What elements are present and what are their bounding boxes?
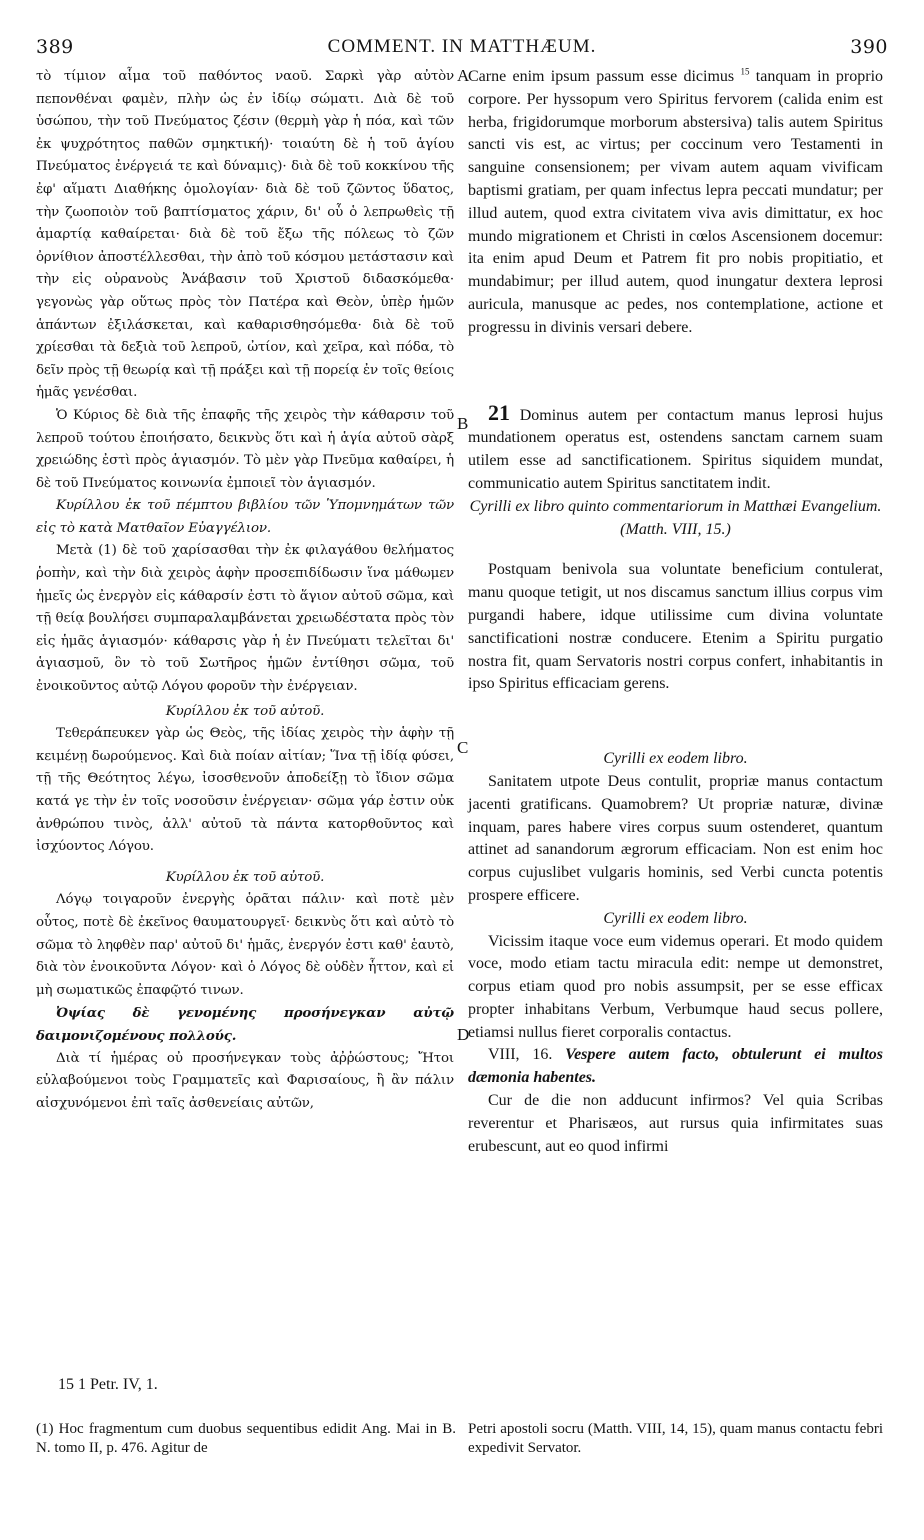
page-number-left: 389 (36, 36, 74, 58)
greek-section-heading: Κυρίλλου ἐκ τοῦ αὐτοῦ. (165, 703, 325, 719)
margin-letter-b: B (457, 414, 469, 433)
latin-paragraph (468, 66, 883, 340)
greek-section-heading: Κυρίλλου ἐκ τοῦ αὐτοῦ. (165, 869, 325, 885)
margin-letter-c: C (457, 738, 469, 757)
latin-text: tanquam in proprio corpore. Per hyssopum vero Spiritus fervorem (calida enim est herba, frigidorumque morborum abstersiva) talis autem Spiritus sancti vis est, ac virtus; per coccinum vero Testamenti in sanguine consensionem; per vivam autem aquam vivificam baptismi gratiam, per quam infectus lepra peccati mundatur; per illud autem, quod extra civitatem viva avis dimittatur, ex hoc mundo migrationem et Christi in cœlos Ascensionem docemur: ita enim apud Deum et Patrem fit pro nobis propitiatio, et mundabimur; per illud autem, quod inungatur dextera leprosi auricula, manusque ac pedes, nos contemplatione, actione et progressu in divinis versari debere. (468, 68, 884, 336)
latin-heading-text: Cyrilli ex libro quinto commentariorum in Matthæi Evangelium. (469, 497, 882, 515)
greek-paragraph: Μετὰ (1) δὲ τοῦ χαρίσασθαι τὴν ἐκ φιλαγάθου θελήματος ῥοπὴν, καὶ τὴν διὰ χειρὸς ἁφὴν προσεπιδίδωσιν ἵνα μάθωμεν ἡμεῖς ὡς ἐνεργὸν εἰς κάθαρσίν ἐστι τὸ ἅγιον αὐτοῦ σῶμα, καὶ τῇ θείᾳ βουλήσει συμπαραλαμβάνεται χρειωδέστατα πρὸς τὸν εἰς ἡμᾶς ἁγιασμόν· κάθαρσις γὰρ ἡ ἐν Πνεύματι τελεῖται δι' ἁγιασμοῦ, ὃν τὸ τοῦ Σωτῆρος ἡμῶν ἐντίθησι σῶμα, τοῦ ἐνοικοῦντος αὐτῷ Λόγου φοροῦν τὴν ἐνέργειαν. (36, 543, 454, 695)
footnote-left: (1) Hoc fragmentum cum duobus sequentibus edidit Ang. Mai in B. N. tomo II, p. 476. Agitur de (36, 1421, 456, 1456)
latin-column (468, 66, 883, 1158)
section-number: 21 (488, 399, 510, 425)
running-title: COMMENT. IN MATTHÆUM. (327, 36, 597, 57)
greek-paragraph: Ὁ Κύριος δὲ διὰ τῆς ἐπαφῆς τῆς χειρὸς τὴν κάθαρσιν τοῦ λεπροῦ τούτου ἐποιήσατο, δεικνὺς ὅτι καὶ ἡ ἁγία αὐτοῦ σὰρξ χρειώδης ἐστὶ πρὸς ἁγιασμόν. Τὸ μὲν γὰρ Πνεῦμα καθαίρει, ἡ δὲ τοῦ Πνεύματος κοινωνία ἐμποιεῖ τὸν ἁγιασμόν. (36, 407, 454, 491)
footnote-right: Petri apostoli socru (Matth. VIII, 14, 15), quam manus contactu febri expedivit Servator. (468, 1421, 883, 1456)
greek-paragraph: Τεθεράπευκεν γὰρ ὡς Θεὸς, τῆς ἰδίας χειρὸς τὴν ἁφὴν τῇ κειμένῃ δωρούμενος. Καὶ διὰ ποίαν αἰτίαν; Ἵνα τῇ ἰδίᾳ φύσει, τῇ τῆς Θεότητος λέγω, ἰσοσθενοῦν ἀποδείξῃ τὸ ἴδιον σῶμα κατά γε τὴν ἐν τοῖς νοσοῦσιν ἐνέργειαν· σῶμα γάρ ἐστιν οὐκ ἀνθρώπου τινὸς, ἀλλ' αὐτοῦ τὰ πάντα κατορθοῦντος καὶ ἰσχύοντος Λόγου. (36, 726, 454, 855)
footnote: 15 1 Petr. IV, 1. (58, 1376, 158, 1393)
greek-section-heading: Κυρίλλου ἐκ τοῦ πέμπτου βιβλίου τῶν Ὑπομνημάτων τῶν εἰς τὸ κατὰ Ματθαῖον Εὐαγγέλιον. (36, 498, 454, 536)
latin-section-heading (468, 496, 883, 542)
greek-paragraph: τὸ τίμιον αἷμα τοῦ παθόντος ναοῦ. Σαρκὶ γὰρ αὐτὸν πεπονθέναι φαμὲν, πλὴν ὡς ἐν ἰδίῳ σώματι. Διὰ δὲ τοῦ ὑσώπου, τὴν τοῦ Πνεύματος ζέσιν (θερμὴ γὰρ ἡ πόα, καὶ τῶν ἐκ ψυχρότητος παθῶν σμηκτική)· τοιαύτη δὲ ἡ τοῦ ἁγίου Πνεύματος ἐνέργειά τε καὶ δύναμις)· διὰ δὲ τοῦ κοκκίνου τῆς ἐφ' αἵματι Διαθήκης ὁμολογίαν· διὰ δὲ τοῦ ζῶντος ὕδατος, τὴν ζωοποιὸν τοῦ βαπτίσματος χάριν, δι' οὗ ὁ λεπρωθεὶς τῇ ἁμαρτίᾳ καθαίρεται· διὰ δὲ τοῦ ἔξω τῆς πόλεως τὸ ζῶν ὀρνίθιον ἀποστέλλεσθαι, τὴν ἀπὸ τοῦ κόσμου μετάστασιν καὶ τὴν εἰς οὐρανοὺς Ἀνάβασιν τοῦ Χριστοῦ διδασκόμεθα· γεγονὼς γὰρ οὕτως πρὸς τὸν Πατέρα καὶ Θεὸν, ὑπὲρ ἡμῶν ἁπάντων ἐξιλάσκεται, καὶ καθαρισθησόμεθα· διὰ δὲ τοῦ χρίεσθαι τὰ δεξιὰ τοῦ λεπροῦ, ὠτίον, καὶ χεῖρα, καὶ πόδα, τὸ δεῖν πρὸς τῇ θεωρίᾳ καὶ τῇ πράξει καὶ τῇ πορείᾳ ἐν τοῖς θείοις ἡμᾶς γενέσθαι. (36, 69, 454, 401)
margin-letter-d: D (457, 1025, 470, 1044)
greek-column (36, 66, 454, 1115)
latin-paragraph: Sanitatem utpote Deus contulit, propriæ manus contactum jacenti gratificans. Quamobrem? Ut propriæ naturæ, divinæ inquam, pares habere vires corpus suum ostenderet, quantum attinet ad sanandorum ægrorum efficaciam. Non est enim hoc corpus cujuslibet vulgaris hominis, sed Verbi cuncta potentis prospere efficere. (468, 772, 883, 904)
scripture-reference: VIII, 16. (488, 1046, 553, 1064)
latin-lemma (468, 1044, 883, 1090)
margin-letter-a: A (457, 66, 470, 85)
footnote-reference: 15 (740, 66, 750, 77)
greek-lemma: Ὀψίας δὲ γενομένης προσήνεγκαν αὐτῷ δαιμονιζομένους πολλούς. (36, 1005, 454, 1044)
greek-paragraph: Διὰ τί ἡμέρας οὐ προσήνεγκαν τοὺς ἀῤῥώστους; Ἤτοι εὐλαβούμενοι τοὺς Γραμματεῖς καὶ Φαρισαίους, ἢ ἂν πάλιν αἰσχυνόμενοι ἐπὶ ταῖς ἀσθενείαις αὐτῶν, (36, 1050, 454, 1111)
latin-text: Dominus autem per contactum manus leprosi hujus mundationem operatus est, ostendens sanctam carnem suam utilem esse ad sanctificationem. Spiritus siquidem mundat, communicatio autem Spiritus sanctitatem indit. (468, 406, 883, 492)
latin-text: Carne enim ipsum passum esse dicimus (468, 68, 735, 85)
greek-paragraph: Λόγῳ τοιγαροῦν ἐνεργὴς ὁρᾶται πάλιν· καὶ ποτὲ μὲν οὗτος, ποτὲ δὲ ἐκεῖνος θαυματουργεῖ· δεικνὺς ὅτι καὶ αὐτὸ τὸ σῶμα τὸ ληφθὲν παρ' αὐτοῦ δι' ἡμᾶς, ἐνεργόν ἐστι καθ' ἑαυτὸ, διὰ τὸν ἐνοικοῦντα Λόγον· καὶ ὁ Λόγος δὲ οὐδὲν ἧττον, καὶ εἰ μὴ σωματικῶς ἐπαφῷτό τινων. (36, 892, 454, 998)
latin-lemma-text: Vespere autem facto, obtulerunt ei multos dæmonia habentes. (468, 1046, 884, 1087)
scripture-reference: (Matth. VIII, 15.) (620, 520, 731, 538)
latin-section-heading: Cyrilli ex eodem libro. (603, 909, 748, 927)
latin-paragraph (468, 399, 883, 496)
latin-paragraph: Postquam benivola sua voluntate beneficium contulerat, manu quoque tetigit, ut nos discamus sanctum illius corpus vim purgandi habere, idque utilissime cum divina voluntate sanctificationi nostræ conducere. Etenim a Spiritu purgatio nostra fit, quam Servatoris nostri corpus confert, inhabitantis in ipso Spiritus efficaciam gerens. (468, 561, 883, 693)
latin-paragraph: Vicissim itaque voce eum videmus operari. Et modo quidem voce, modo etiam tactu miracula edit: nempe ut demonstret, corpus etiam quod pro nobis assumpsit, per se esse efficax propter inhabitans Verbum, Verbumque haud secus pollere, etiamsi nullus fieret corporalis contactus. (468, 932, 883, 1041)
page-number-right: 390 (850, 36, 888, 58)
latin-paragraph: Cur de die non adducunt infirmos? Vel quia Scribas reverentur et Pharisæos, aut rursus quia infirmitates suas erubescunt, aut eo quod infirmi (468, 1092, 883, 1155)
latin-section-heading: Cyrilli ex eodem libro. (603, 750, 748, 768)
